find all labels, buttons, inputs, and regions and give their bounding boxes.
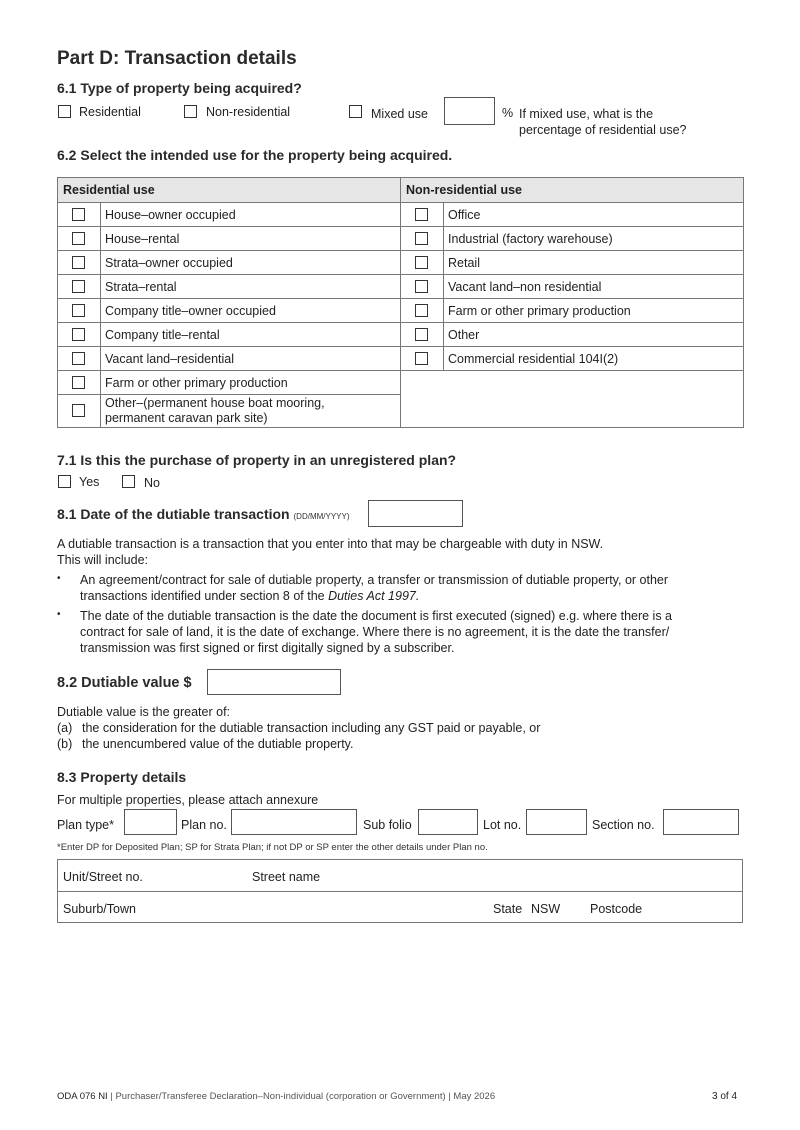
form-date: May 2026: [453, 1091, 496, 1102]
mixed-question-line1: If mixed use, what is the: [519, 107, 654, 121]
res-checkbox-cell[interactable]: [58, 323, 101, 347]
res-checkbox-cell[interactable]: [58, 299, 101, 323]
res-label: Strata–rental: [101, 275, 401, 299]
dutiable-intro: Dutiable value is the greater of:: [57, 705, 231, 719]
section-no-input[interactable]: [663, 809, 739, 835]
intended-use-table: [57, 177, 744, 428]
address-row-street: [58, 860, 742, 892]
lot-no-label: Lot no.: [483, 818, 522, 832]
nonres-checkbox-other[interactable]: [415, 328, 428, 341]
item-a-label: (a): [57, 721, 73, 735]
form-description: Purchaser/Transferee Declaration–Non-individual (corporation or Government): [115, 1091, 446, 1102]
suburb-town-field[interactable]: Suburb/Town: [63, 902, 136, 916]
nonres-checkbox-cell[interactable]: [401, 203, 444, 227]
footer-text: [57, 1091, 495, 1102]
mixed-use-checkbox[interactable]: [349, 105, 362, 118]
res-label-other-line2: permanent caravan park site): [105, 411, 268, 425]
nonres-empty-cell: [401, 371, 744, 428]
q81-heading-text: 8.1 Date of the dutiable transaction: [57, 506, 290, 522]
res-checkbox-cell[interactable]: [58, 347, 101, 371]
mixed-question-line2: percentage of residential use?: [519, 123, 687, 137]
res-checkbox-house-rental[interactable]: [72, 232, 85, 245]
res-checkbox-cell[interactable]: [58, 275, 101, 299]
nonres-checkbox-retail[interactable]: [415, 256, 428, 269]
q61-heading: 6.1 Type of property being acquired?: [57, 80, 302, 96]
res-label: Vacant land–residential: [101, 347, 401, 371]
unit-street-no-field[interactable]: Unit/Street no.: [63, 870, 143, 884]
res-label: Company title–rental: [101, 323, 401, 347]
bullet2-line3: transmission was first signed or first digitally signed by a subscriber.: [80, 641, 455, 655]
non-residential-label: Non-residential: [206, 105, 291, 119]
mixed-use-label: Mixed use: [371, 107, 428, 121]
no-label: No: [144, 476, 160, 490]
state-label: State: [493, 902, 523, 916]
nonres-label: Office: [444, 203, 744, 227]
item-b-label: (b): [57, 737, 73, 751]
nonres-checkbox-commercial-residential[interactable]: [415, 352, 428, 365]
res-label: Company title–owner occupied: [101, 299, 401, 323]
q71-heading: 7.1 Is this the purchase of property in an unregistered plan?: [57, 452, 457, 468]
no-checkbox[interactable]: [122, 475, 135, 488]
plan-no-input[interactable]: [231, 809, 357, 835]
item-a-text: the consideration for the dutiable transaction including any GST paid or payable, or: [82, 721, 541, 735]
non-residential-use-header: Non-residential use: [401, 178, 744, 203]
q62-heading: 6.2 Select the intended use for the property being acquired.: [57, 147, 453, 163]
date-format-hint: (DD/MM/YYYY): [293, 512, 350, 521]
nonres-checkbox-farm[interactable]: [415, 304, 428, 317]
nonres-label: Retail: [444, 251, 744, 275]
dutiable-para1: A dutiable transaction is a transaction that you enter into that may be chargeable with duty in NSW.: [57, 537, 604, 551]
res-label-other-line1: Other–(permanent house boat mooring,: [105, 396, 325, 410]
nonres-checkbox-cell[interactable]: [401, 299, 444, 323]
res-checkbox-cell[interactable]: [58, 371, 101, 395]
bullet2-line1: The date of the dutiable transaction is the date the document is first executed (signed) e.g. where there is a: [80, 609, 673, 623]
mixed-percent-input[interactable]: [444, 97, 495, 125]
form-code: ODA 076 NI: [57, 1091, 108, 1102]
page-number: 3 of 4: [712, 1091, 738, 1102]
res-label: House–owner occupied: [101, 203, 401, 227]
nonres-label: Other: [444, 323, 744, 347]
res-checkbox-other[interactable]: [72, 404, 85, 417]
nonres-checkbox-industrial[interactable]: [415, 232, 428, 245]
item-b-text: the unencumbered value of the dutiable property.: [82, 737, 354, 751]
plan-footnote: *Enter DP for Deposited Plan; SP for Strata Plan; if not DP or SP enter the other details under Plan no.: [57, 842, 488, 853]
nonres-checkbox-cell[interactable]: [401, 275, 444, 299]
res-checkbox-farm[interactable]: [72, 376, 85, 389]
nonres-checkbox-office[interactable]: [415, 208, 428, 221]
duties-act-title: Duties Act 1997.: [328, 589, 420, 603]
sub-folio-label: Sub folio: [363, 818, 412, 832]
res-checkbox-strata-rental[interactable]: [72, 280, 85, 293]
res-label-other: [101, 395, 401, 428]
nonres-label: Industrial (factory warehouse): [444, 227, 744, 251]
footer-separator: |: [448, 1091, 451, 1102]
state-value: NSW: [531, 902, 561, 916]
section-no-label: Section no.: [592, 818, 655, 832]
res-label: House–rental: [101, 227, 401, 251]
q81-heading: [57, 506, 350, 522]
yes-checkbox[interactable]: [58, 475, 71, 488]
res-checkbox-strata-owner[interactable]: [72, 256, 85, 269]
multiple-properties-note: For multiple properties, please attach annexure: [57, 793, 319, 807]
address-box: [57, 859, 743, 923]
nonres-checkbox-cell[interactable]: [401, 323, 444, 347]
nonres-label: Commercial residential 104I(2): [444, 347, 744, 371]
postcode-field[interactable]: Postcode: [590, 902, 643, 916]
res-label: Farm or other primary production: [101, 371, 401, 395]
plan-type-label: Plan type*: [57, 818, 114, 832]
sub-folio-input[interactable]: [418, 809, 478, 835]
bullet1-line2-text: transactions identified under section 8 of the: [80, 589, 329, 603]
res-checkbox-company-rental[interactable]: [72, 328, 85, 341]
nonres-checkbox-cell[interactable]: [401, 251, 444, 275]
plan-type-input[interactable]: [124, 809, 177, 835]
street-name-field[interactable]: Street name: [252, 870, 321, 884]
residential-label: Residential: [79, 105, 141, 119]
footer-separator: |: [110, 1091, 113, 1102]
residential-checkbox[interactable]: [58, 105, 71, 118]
bullet-1: •: [57, 573, 61, 584]
res-checkbox-company-owner[interactable]: [72, 304, 85, 317]
nonres-label: Farm or other primary production: [444, 299, 744, 323]
residential-use-header: Residential use: [58, 178, 401, 203]
res-checkbox-vacant-residential[interactable]: [72, 352, 85, 365]
res-checkbox-cell[interactable]: [58, 395, 101, 428]
dutiable-value-input[interactable]: [207, 669, 341, 695]
non-residential-checkbox[interactable]: [184, 105, 197, 118]
nonres-checkbox-cell[interactable]: [401, 347, 444, 371]
res-checkbox-cell[interactable]: [58, 251, 101, 275]
nonres-checkbox-cell[interactable]: [401, 227, 444, 251]
q82-heading: 8.2 Dutiable value $: [57, 675, 192, 691]
bullet1-line2: [80, 589, 419, 603]
lot-no-input[interactable]: [526, 809, 587, 835]
res-checkbox-cell[interactable]: [58, 227, 101, 251]
nonres-label: Vacant land–non residential: [444, 275, 744, 299]
page-title: Part D: Transaction details: [57, 48, 297, 69]
bullet-2: •: [57, 609, 61, 620]
nonres-checkbox-vacant-land[interactable]: [415, 280, 428, 293]
yes-label: Yes: [79, 475, 100, 489]
res-checkbox-cell[interactable]: [58, 203, 101, 227]
bullet2-line2: contract for sale of land, it is the date of exchange. Where there is no agreement, it is the date the transfer/: [80, 625, 670, 639]
dutiable-para2: This will include:: [57, 553, 149, 567]
percent-symbol: %: [502, 106, 514, 120]
res-label: Strata–owner occupied: [101, 251, 401, 275]
q83-heading: 8.3 Property details: [57, 769, 187, 785]
plan-no-label: Plan no.: [181, 818, 227, 832]
bullet1-line1: An agreement/contract for sale of dutiable property, a transfer or transmission of dutiable property, or other: [80, 573, 669, 587]
res-checkbox-house-owner[interactable]: [72, 208, 85, 221]
transaction-date-input[interactable]: [368, 500, 463, 527]
